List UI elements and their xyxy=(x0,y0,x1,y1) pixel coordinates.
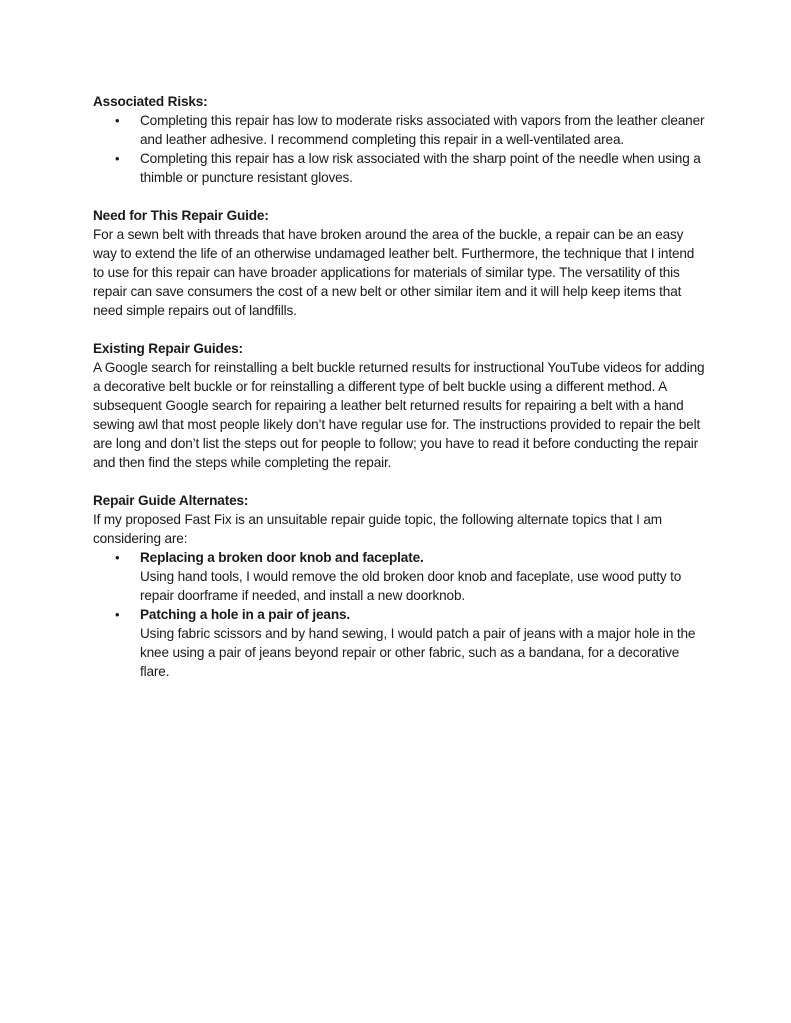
list-item xyxy=(93,149,708,187)
alternates-list xyxy=(93,548,708,681)
section-heading: Associated Risks: xyxy=(93,94,208,109)
section-alternates xyxy=(93,491,708,681)
section-body: A Google search for reinstalling a belt buckle returned results for instructional YouTube videos for adding a decorative belt buckle or for reinstalling a different type of belt buckle using a different method. A subsequent Google search for repairing a leather belt returned results for repairing a belt with a hand sewing awl that most people likely don’t have regular use for. The instructions provided to repair the belt are long and don’t list the steps out for people to follow; you have to read it before conducting the repair and then find the steps while completing the repair. xyxy=(93,360,705,470)
section-associated-risks xyxy=(93,92,708,187)
list-item xyxy=(93,605,708,681)
alternate-title: Patching a hole in a pair of jeans. xyxy=(140,607,351,622)
document-page xyxy=(93,92,708,700)
section-intro: If my proposed Fast Fix is an unsuitable repair guide topic, the following alternate topics that I am considering are: xyxy=(93,512,662,546)
risks-list xyxy=(93,111,708,187)
list-item-text: Completing this repair has a low risk associated with the sharp point of the needle when using a thimble or puncture resistant gloves. xyxy=(140,151,701,185)
section-heading: Repair Guide Alternates: xyxy=(93,493,249,508)
section-need xyxy=(93,206,708,320)
alternate-description: Using fabric scissors and by hand sewing, I would patch a pair of jeans with a major hole in the knee using a pair of jeans beyond repair or other fabric, such as a bandana, for a decorative flare. xyxy=(140,626,696,679)
section-heading: Need for This Repair Guide: xyxy=(93,208,269,223)
section-existing-guides xyxy=(93,339,708,472)
alternate-title: Replacing a broken door knob and faceplate. xyxy=(140,550,424,565)
bullet-icon: • xyxy=(115,607,120,622)
list-item xyxy=(93,111,708,149)
section-body: For a sewn belt with threads that have broken around the area of the buckle, a repair can be an easy way to extend the life of an otherwise undamaged leather belt. Furthermore, the technique that I intend to use for this repair can have broader applications for materials of similar type. The versatility of this repair can save consumers the cost of a new belt or other similar item and it will help keep items that need simple repairs out of landfills. xyxy=(93,227,695,318)
bullet-icon: • xyxy=(115,113,120,128)
list-item-text: Completing this repair has low to moderate risks associated with vapors from the leather cleaner and leather adhesive. I recommend completing this repair in a well-ventilated area. xyxy=(140,113,705,147)
bullet-icon: • xyxy=(115,151,120,166)
list-item xyxy=(93,548,708,605)
bullet-icon: • xyxy=(115,550,120,565)
alternate-description: Using hand tools, I would remove the old broken door knob and faceplate, use wood putty to repair doorframe if needed, and install a new doorknob. xyxy=(140,569,682,603)
section-heading: Existing Repair Guides: xyxy=(93,341,243,356)
